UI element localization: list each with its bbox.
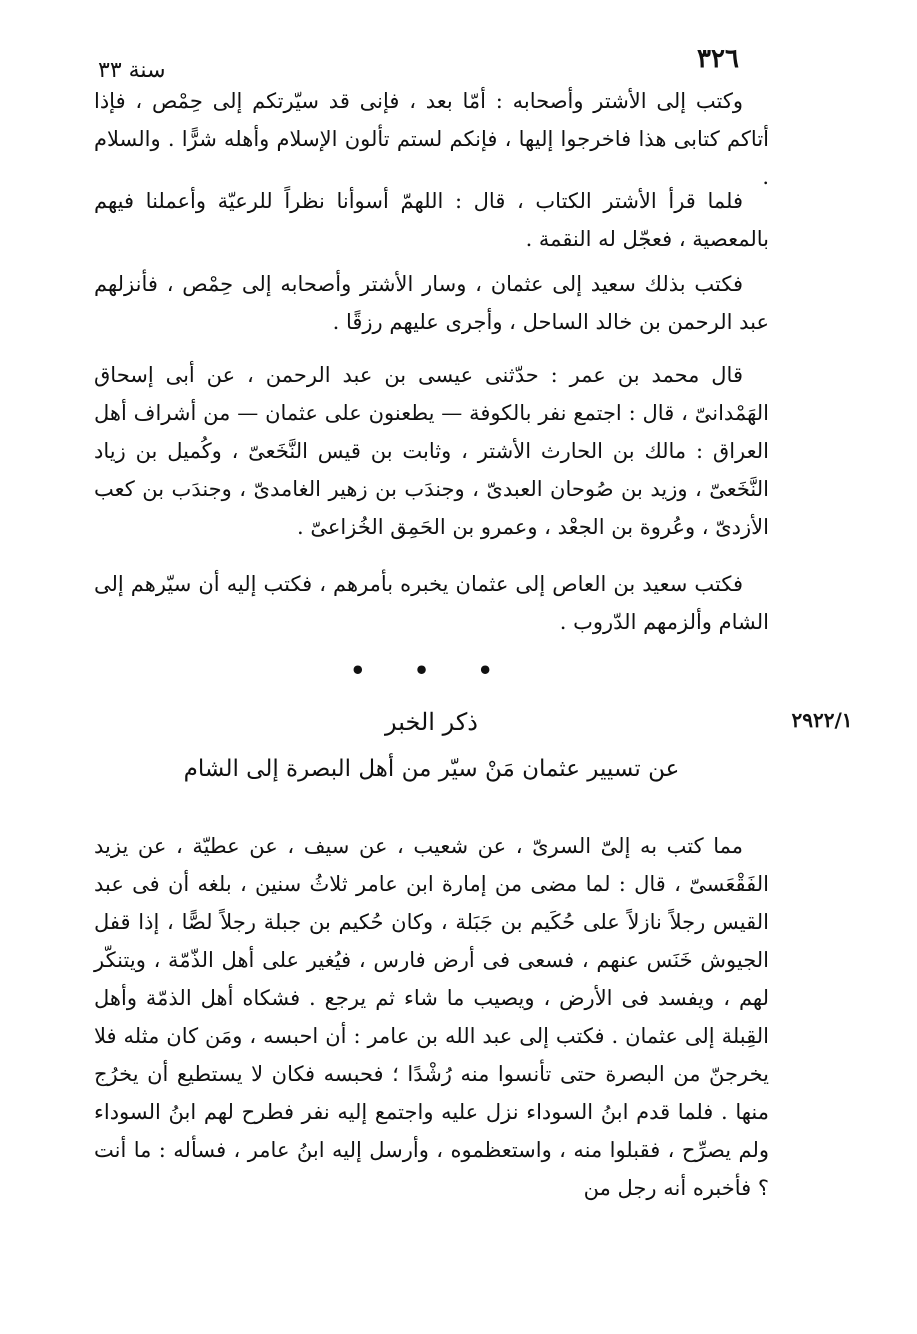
- paragraph-ashtar-prayer: [94, 182, 769, 258]
- section-subtitle: عن تسيير عثمان مَنْ سيّر من أهل البصرة إلى الشام: [183, 756, 680, 782]
- paragraph-basra-narrative: [94, 827, 769, 1207]
- paragraph-march-to-hims: [94, 265, 769, 341]
- section-title: ذكر الخبر: [385, 708, 478, 736]
- paragraph-kufa-group: [94, 356, 769, 546]
- paragraph-said-letter: [94, 565, 769, 641]
- section-separator: • • •: [350, 656, 513, 685]
- page-number: ٣٢٦: [697, 44, 739, 74]
- paragraph-text: فكتب سعيد بن العاص إلى عثمان يخبره بأمرهم ، فكتب إليه أن سيّرهم إلى الشام وألزمهم الدّروب .: [94, 572, 769, 634]
- running-header-year: سنة ٣٣: [98, 58, 166, 83]
- paragraph-text: قال محمد بن عمر : حدّثنى عيسى بن عبد الرحمن ، عن أبى إسحاق الهَمْدانىّ ، قال : اجتمع نفر بالكوفة — يطعنون على عثمان — من أشراف أهل العراق : مالك بن الحارث الأشتر ، وثابت بن قيس النَّخَعىّ ، وكُميل بن زياد النَّخَعىّ ، وزيد بن صُوحان العبدىّ ، وجندَب بن زهير الغامدىّ ، وجندَب بن كعب الأزدىّ ، وعُروة بن الجعْد ، وعمرو بن الحَمِق الخُزاعىّ .: [94, 363, 769, 539]
- paragraph-text: مما كتب به إلىّ السرىّ ، عن شعيب ، عن سيف ، عن عطيّة ، عن يزيد الفَقْعَسىّ ، قال : لما مضى من إمارة ابن عامر ثلاثُ سنين ، بلغه أن فى عبد القيس رجلاً نازلاً على حُكَيم بن جَبَلة ، وكان حُكيم بن جبلة رجلاً لصًّا ، إذا قفل الجيوش خَنَس عنهم ، فسعى فى أرض فارس ، فيُغير على أهل الذّمّة ، ويتنكّر لهم ، ويفسد فى الأرض ، ويصيب ما شاء ثم يرجع . فشكاه أهل الذمّة وأهل القِبلة إلى عثمان . فكتب إلى عبد الله بن عامر : أن احبسه ، ومَن كان مثله فلا يخرجنّ من البصرة حتى تأنسوا منه رُشْدًا ؛ فحبسه فكان لا يستطيع أن يخرُج منها . فلما قدم ابنُ السوداء نزل عليه واجتمع إليه نفر فطرح لهم ابنُ السوداء ولم يصرِّح ، فقبلوا منه ، واستعظموه ، وأرسل إليه ابنُ عامر ، فسأله : ما أنت ؟ فأخبره أنه رجل من: [94, 834, 769, 1200]
- margin-reference-number: ٢٩٢٢/١: [791, 708, 853, 732]
- paragraph-text: فكتب بذلك سعيد إلى عثمان ، وسار الأشتر وأصحابه إلى حِمْص ، فأنزلهم عبد الرحمن بن خالد الساحل ، وأجرى عليهم رزقًا .: [94, 272, 769, 334]
- paragraph-text: فلما قرأ الأشتر الكتاب ، قال : اللهمّ أسوأنا نظراً للرعيّة وأعملنا فيهم بالمعصية ، فعجّل له النقمة .: [94, 189, 769, 251]
- paragraph-text: وكتب إلى الأشتر وأصحابه : أمّا بعد ، فإنى قد سيّرتكم إلى حِمْص ، فإذا أتاكم كتابى هذا فاخرجوا إليها ، فإنكم لستم تألون الإسلام وأهله شرًّا . والسلام .: [94, 89, 769, 189]
- paragraph-letter: [94, 82, 769, 196]
